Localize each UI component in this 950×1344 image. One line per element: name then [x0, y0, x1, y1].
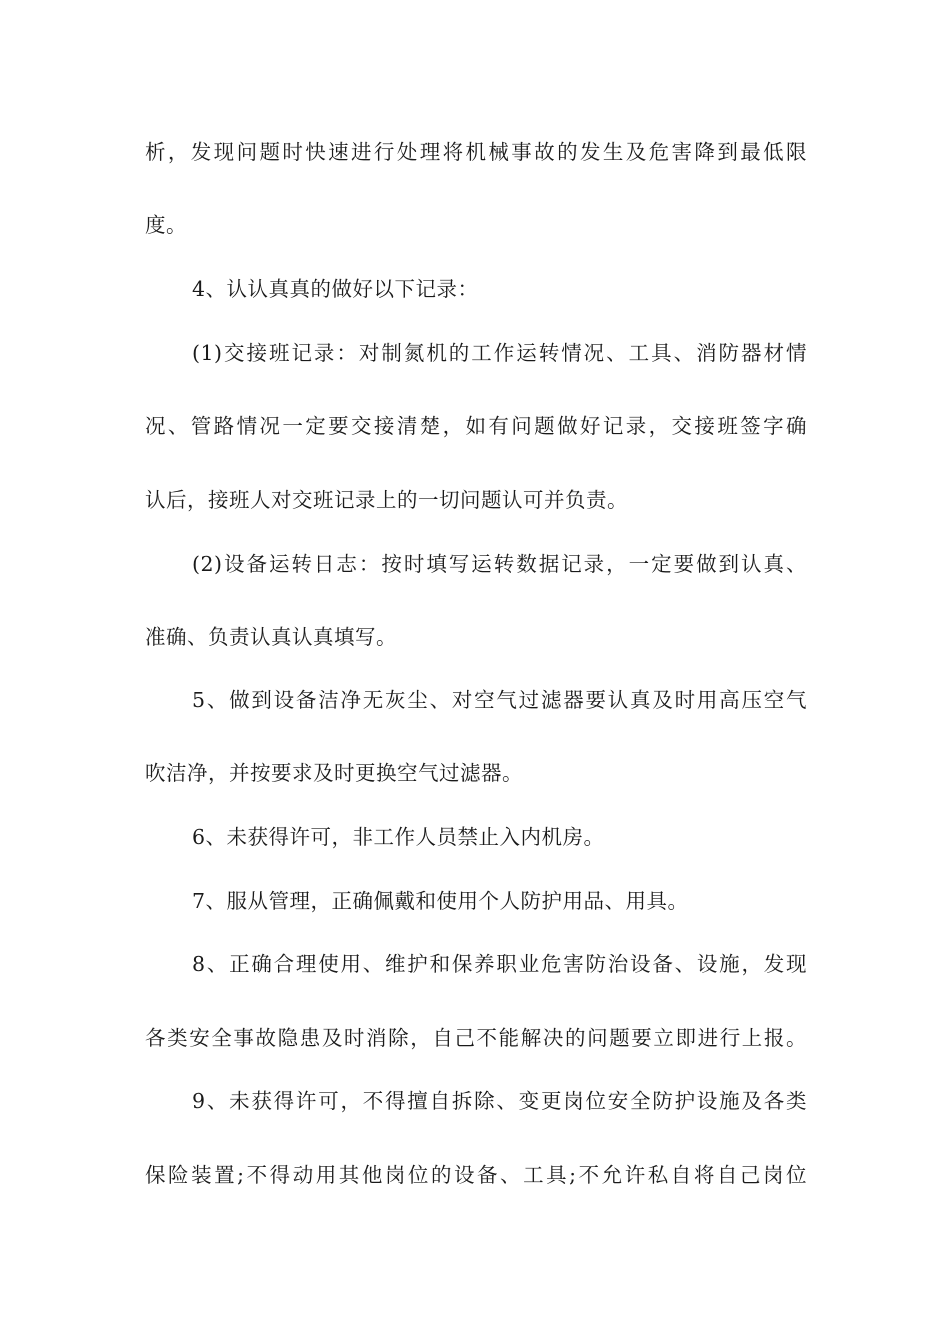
text-line: 况、管路情况一定要交接清楚，如有问题做好记录，交接班签字确 [145, 414, 807, 438]
text-line: 保险装置;不得动用其他岗位的设备、工具;不允许私自将自己岗位 [145, 1163, 807, 1187]
text-line: (2)设备运转日志：按时填写运转数据记录，一定要做到认真、 [192, 552, 807, 576]
text-line: 吹洁净，并按要求及时更换空气过滤器。 [145, 761, 523, 785]
text-line: 各类安全事故隐患及时消除，自己不能解决的问题要立即进行上报。 [145, 1026, 807, 1050]
text-line: 8、正确合理使用、维护和保养职业危害防治设备、设施，发现 [192, 952, 807, 976]
text-line: 度。 [145, 213, 187, 237]
text-line: 析，发现问题时快速进行处理将机械事故的发生及危害降到最低限 [145, 140, 807, 164]
text-line: 6、未获得许可，非工作人员禁止入内机房。 [192, 825, 605, 849]
text-line: 认后，接班人对交班记录上的一切问题认可并负责。 [145, 488, 628, 512]
text-line: 5、做到设备洁净无灰尘、对空气过滤器要认真及时用高压空气 [192, 688, 807, 712]
text-line: 7、服从管理，正确佩戴和使用个人防护用品、用具。 [192, 889, 689, 913]
text-line: (1)交接班记录：对制氮机的工作运转情况、工具、消防器材情 [192, 341, 807, 365]
text-line: 准确、负责认真认真填写。 [145, 625, 397, 649]
text-line: 4、认认真真的做好以下记录： [192, 277, 479, 301]
text-line: 9、未获得许可，不得擅自拆除、变更岗位安全防护设施及各类 [192, 1089, 807, 1113]
